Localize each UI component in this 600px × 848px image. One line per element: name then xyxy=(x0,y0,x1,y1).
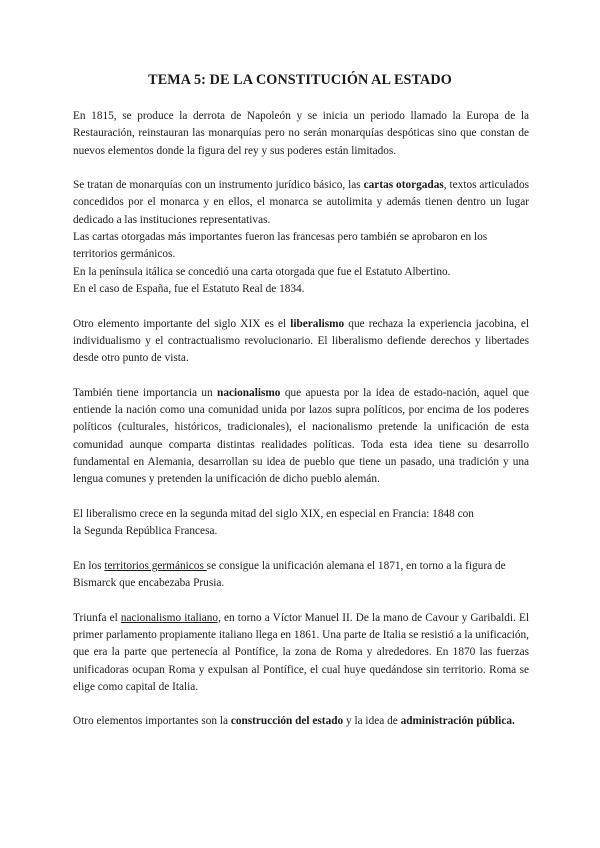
paragraph-gap xyxy=(73,489,529,506)
paragraph-gap xyxy=(73,298,529,315)
text-run: Triunfa el xyxy=(73,611,121,624)
text-run: En los xyxy=(73,559,105,572)
text-run: Otro elemento importante del siglo XIX es el xyxy=(73,317,291,330)
paragraph-gap xyxy=(73,592,529,609)
paragraph-gap xyxy=(73,160,529,177)
underlined-term-nacionalismo-italiano: nacionalismo italiano, xyxy=(120,611,221,624)
bold-term-cartas-otorgadas: cartas otorgadas xyxy=(363,179,444,192)
document-title: TEMA 5: DE LA CONSTITUCIÓN AL ESTADO xyxy=(148,72,452,88)
paragraph-gap xyxy=(73,696,529,713)
bold-term-administracion-publica: administración pública. xyxy=(400,715,515,728)
paragraph-liberalismo xyxy=(73,316,529,368)
paragraph-gap xyxy=(73,367,529,384)
text-run: y la idea de xyxy=(343,715,401,728)
text-run: en torno a Víctor Manuel II. De la mano de Cavour y Garibaldi. El primer parlamento propiamente italiano llega en 1861. Una parte de Italia se resistió a la unificación, que era la parte que pertenecía al Pontífice, la zona de Roma y alrededores. En 1870 las fuerzas unificadoras ocupan Roma y expulsan al Pontífice, el cual huye quedándose sin territorio. Roma se elige como capital de Italia. xyxy=(73,611,530,693)
text-run: Se tratan de monarquías con un instrumento jurídico básico, las xyxy=(73,179,364,192)
text-run: También tiene importancia un xyxy=(73,386,218,399)
paragraph-nacionalismo-italiano xyxy=(73,610,529,696)
paragraph-gap xyxy=(73,540,529,557)
bold-term-construccion-del-estado: construcción del estado xyxy=(230,715,344,728)
bold-term-liberalismo: liberalismo xyxy=(290,317,345,330)
text-run: , textos articulados concedidos por el monarca y en ellos, el monarca se autolimita y además tienen dentro un lugar dedicado a las instituciones representativas. xyxy=(73,179,529,226)
bold-term-nacionalismo: nacionalismo xyxy=(217,386,281,399)
paragraph-unificacion-alemana xyxy=(73,558,529,593)
paragraph-estatuto-albertino: En la península itálica se concedió una carta otorgada que fue el Estatuto Albertino. xyxy=(73,265,451,278)
text-run: que rechaza la experiencia jacobina, el individualismo y el contractualismo revolucionario. El liberalismo defiende derechos y libertades desde otro punto de vista. xyxy=(73,317,530,365)
underlined-term-territorios-germanicos: territorios germánicos xyxy=(104,559,207,572)
paragraph-liberalismo-francia xyxy=(73,506,529,541)
paragraph-nacionalismo xyxy=(73,385,529,489)
text-run: que apuesta por la idea de estado-nación, aquel que entiende la nación como una comunidad unida por lazos supra políticos, por encima de los poderes políticos (culturales, históricos, tradicionales), el nacionalismo pretende la unificación de esta comunidad aunque comparta distintas realidades políticas. Toda esta idea tiene su desarrollo fundamental en Alemania, desarrollan su idea de pueblo que tiene un pasado, una tradición y una lengua comunes y pretenden la unificación de dicho pueblo alemán. xyxy=(73,386,529,486)
text-run: se consigue la unificación alemana el 1871, en torno a la figura de Bismarck que encabezaba Prusia. xyxy=(73,559,506,590)
paragraph-construccion-estado xyxy=(73,713,529,730)
document-body xyxy=(73,108,529,731)
text-run: Otro elementos importantes son la xyxy=(73,715,231,728)
paragraph-estatuto-real: En el caso de España, fue el Estatuto Real de 1834. xyxy=(73,282,305,295)
paragraph-restauracion: En 1815, se produce la derrota de Napoleón y se inicia un periodo llamado la Europa de la Restauración, reinstauran las monarquías pero no serán monarquías despóticas sino que constan de nuevos elementos donde la figura del rey y sus poderes están limitados. xyxy=(73,110,529,157)
text-run: la Segunda República Francesa. xyxy=(73,525,218,538)
text-run: El liberalismo crece en la segunda mitad del siglo XIX, en especial en Francia: 1848 con xyxy=(73,507,474,520)
paragraph-cartas-otorgadas xyxy=(73,177,529,229)
paragraph-cartas-francesas: Las cartas otorgadas más importantes fueron las francesas pero también se aprobaron en los territorios germánicos. xyxy=(73,231,488,261)
